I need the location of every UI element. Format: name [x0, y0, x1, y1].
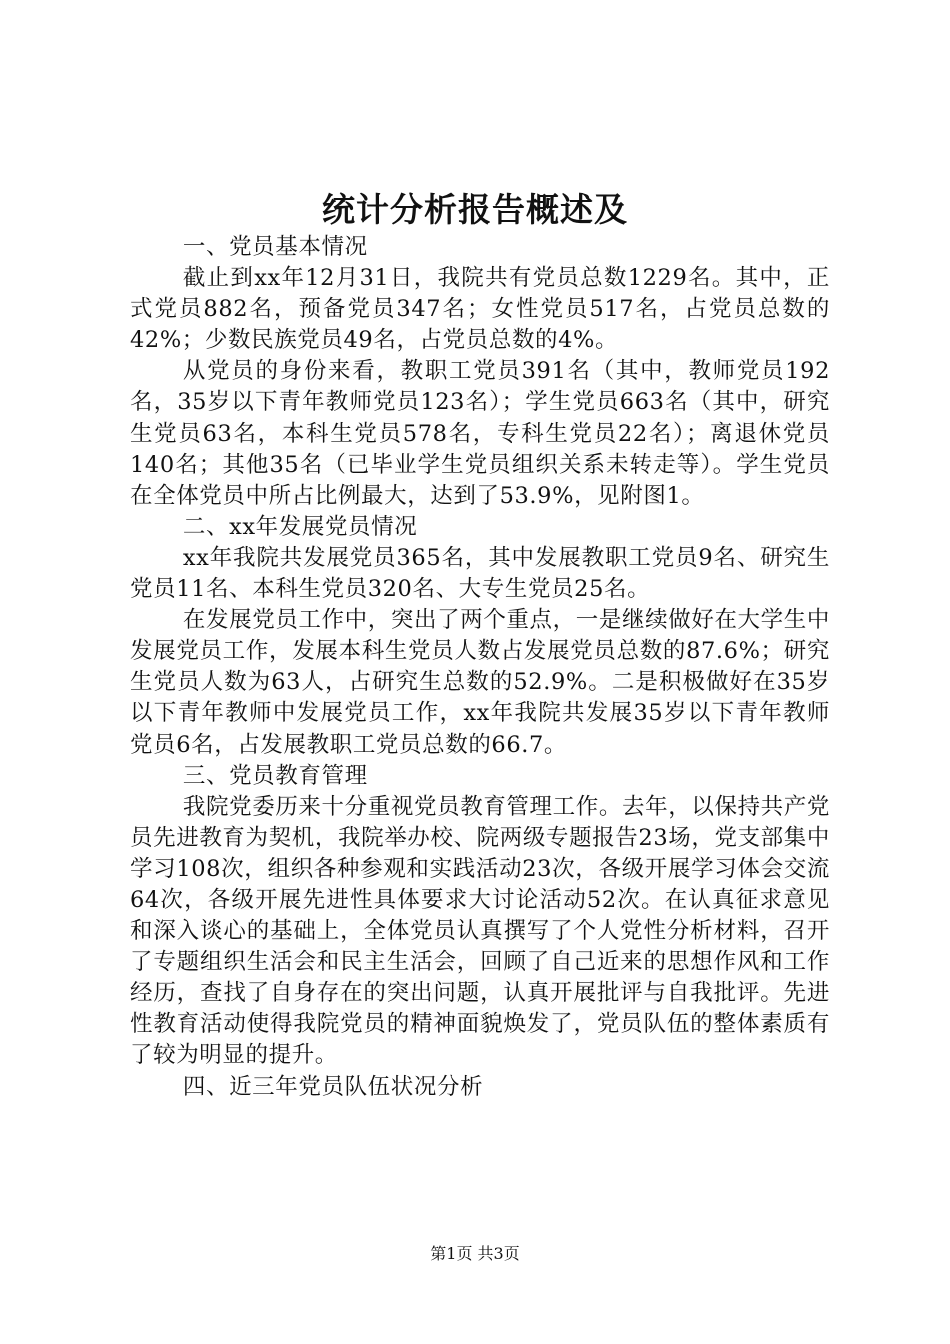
paragraph: 截止到xx年12月31日，我院共有党员总数1229名。其中，正式党员882名，预备党员347名；女性党员517名，占党员总数的42%；少数民族党员49名，占党员总数的4%。	[130, 265, 830, 354]
document-title: 统计分析报告概述及	[322, 190, 628, 229]
section-heading-4: 四、近三年党员队伍状况分析	[182, 1073, 484, 1100]
paragraph: 我院党委历来十分重视党员教育管理工作。去年，以保持共产党员先进教育为契机，我院举办校、院两级专题报告23场，党支部集中学习108次，组织各种参观和实践活动23次，各级开展学习体会交流64次，各级开展先进性具体要求大讨论活动52次。在认真征求意见和深入谈心的基础上，全体党员认真撰写了个人党性分析材料，召开了专题组织生活会和民主生活会，回顾了自己近来的思想作风和工作经历，查找了自身存在的突出问题，认真开展批评与自我批评。先进性教育活动使得我院党员的精神面貌焕发了，党员队伍的整体素质有了较为明显的提升。	[130, 793, 830, 1069]
page-number-footer: 第1页 共3页	[430, 1244, 520, 1263]
section-heading-2: 二、xx年发展党员情况	[182, 513, 418, 540]
section-heading-1: 一、党员基本情况	[182, 234, 368, 260]
paragraph: 在发展党员工作中，突出了两个重点，一是继续做好在大学生中发展党员工作，发展本科生党员人数占发展党员总数的87.6%；研究生党员人数为63人，占研究生总数的52.9%。二是积极做好在35岁以下青年教师中发展党员工作，xx年我院共发展35岁以下青年教师党员6名，占发展教职工党员总数的66.7。	[130, 607, 830, 758]
document-body	[130, 232, 830, 1103]
paragraph: 从党员的身份来看，教职工党员391名（其中，教师党员192名，35岁以下青年教师党员123名）；学生党员663名（其中，研究生党员63名，本科生党员578名，专科生党员22名）；离退休党员140名；其他35名（已毕业学生党员组织关系未转走等）。学生党员在全体党员中所占比例最大，达到了53.9%，见附图1。	[130, 358, 830, 509]
section-heading-3: 三、党员教育管理	[182, 762, 368, 789]
paragraph: xx年我院共发展党员365名，其中发展教职工党员9名、研究生党员11名、本科生党员320名、大专生党员25名。	[130, 544, 830, 603]
